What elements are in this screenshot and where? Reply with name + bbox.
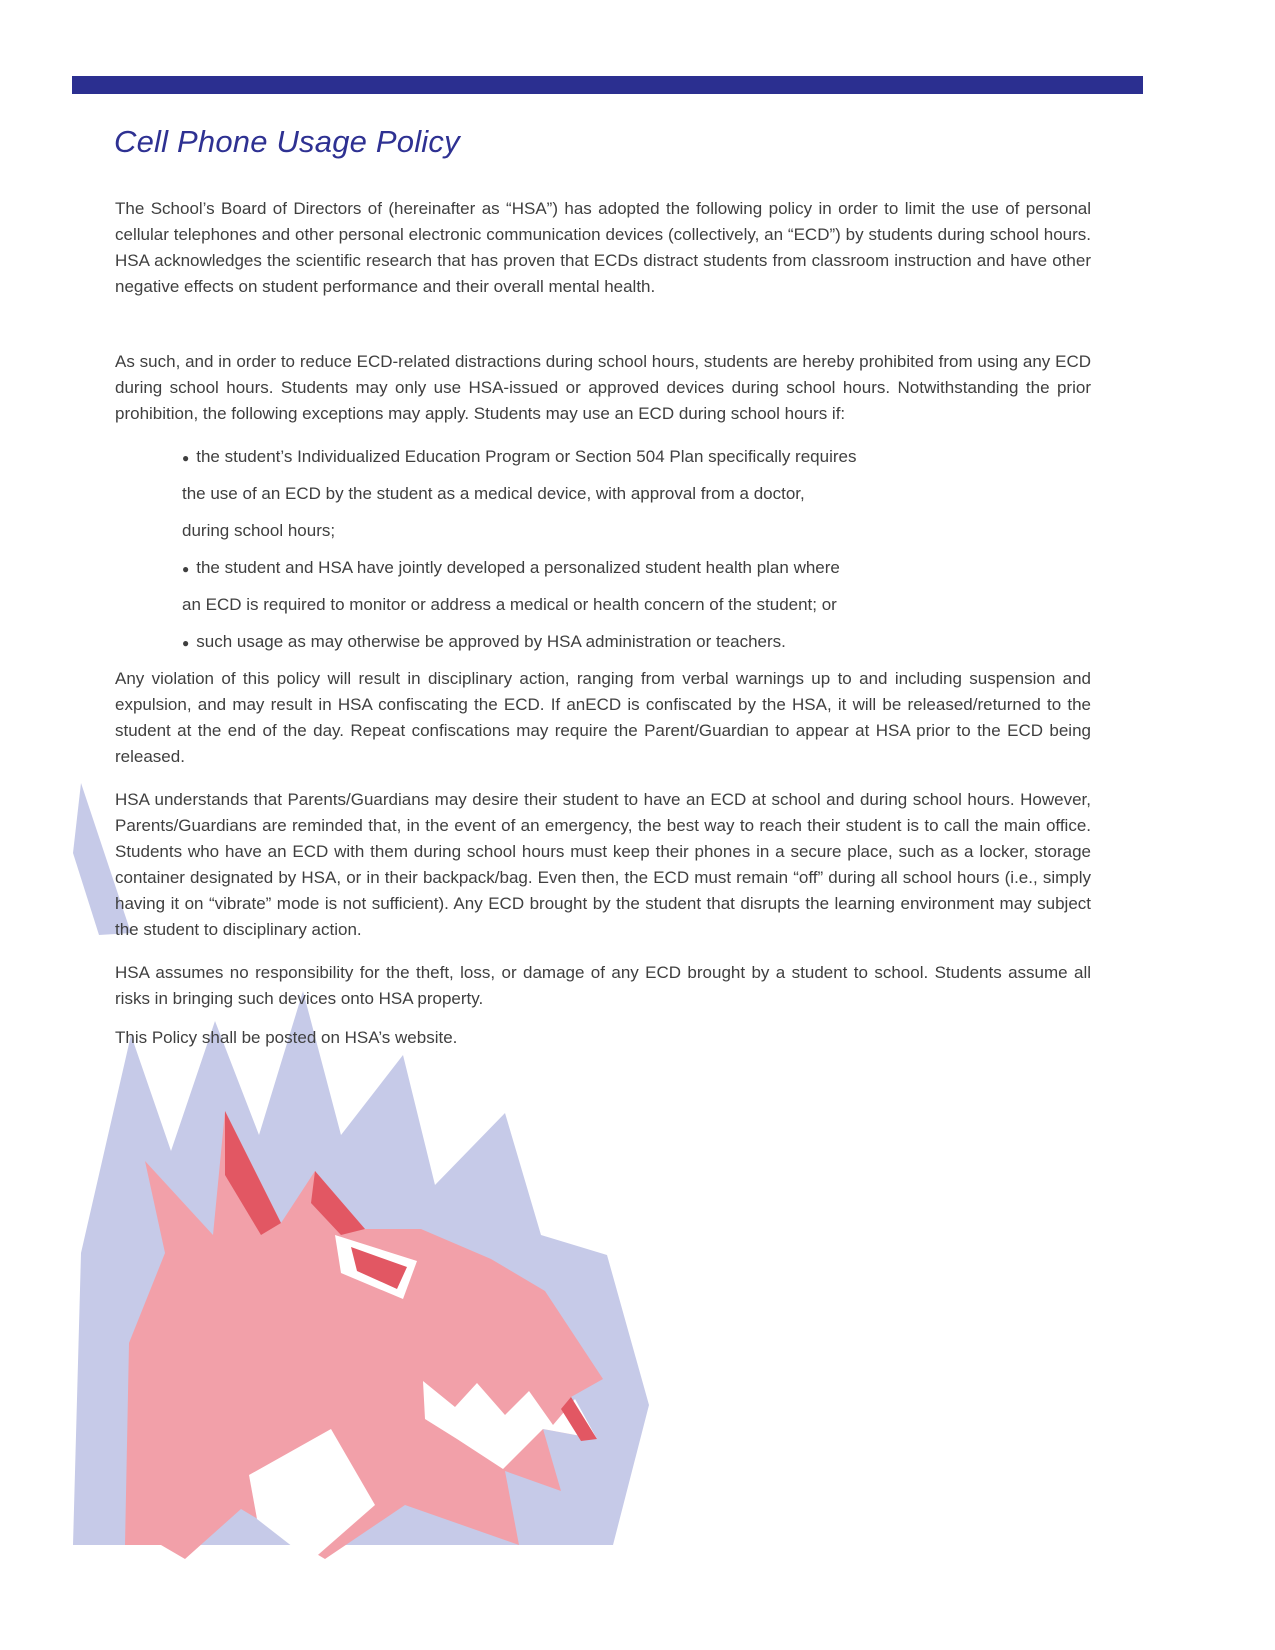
bullet-text: during school hours; <box>182 521 336 540</box>
top-accent-bar <box>72 76 1143 94</box>
paragraph-violation: Any violation of this policy will result in disciplinary action, ranging from verbal warnings up to and including suspension and expulsion, and may result in HSA confiscating the ECD. If anECD is confiscated by the HSA, it will be released/returned to the student at the end of the day. Repeat confiscations may require the Parent/Guardian to appear at HSA prior to the ECD being released. <box>115 669 1091 766</box>
bullet-text: an ECD is required to monitor or address a medical or health concern of the student; or <box>182 595 837 614</box>
bullet-text: the use of an ECD by the student as a medical device, with approval from a doctor, <box>182 484 805 503</box>
bullet-item <box>182 555 1091 582</box>
bullet-list <box>115 444 1091 656</box>
bullet-item <box>182 592 1091 619</box>
paragraph-prohibition: As such, and in order to reduce ECD-related distractions during school hours, students are hereby prohibited from using any ECD during school hours. Students may only use HSA-issued or approved devices during school hours. Notwithstanding the prior prohibition, the following exceptions may apply. Students may use an ECD during school hours if: <box>115 352 1091 423</box>
bullet-item <box>182 629 1091 656</box>
bullet-item <box>182 481 1091 508</box>
paragraph-parents: HSA understands that Parents/Guardians may desire their student to have an ECD at school and during school hours. However, Parents/Guardians are reminded that, in the event of an emergency, the best way to reach their student is to call the main office. Students who have an ECD with them during school hours must keep their phones in a secure place, such as a locker, storage container designated by HSA, or in their backpack/bag. Even then, the ECD must remain “off” during all school hours (i.e., simply having it on “vibrate” mode is not sufficient). Any ECD brought by the student that disrupts the learning environment may subject the student to disciplinary action. <box>115 790 1091 939</box>
bullet-marker: ● <box>182 636 190 650</box>
paragraph-liability: HSA assumes no responsibility for the theft, loss, or damage of any ECD brought by a student to school. Students assume all risks in bringing such devices onto HSA property. <box>115 963 1091 1008</box>
bullet-item <box>182 444 1091 471</box>
bullet-marker: ● <box>182 562 190 576</box>
bullet-marker: ● <box>182 451 190 465</box>
bullet-item <box>182 518 1091 545</box>
bullet-text: the student and HSA have jointly developed a personalized student health plan where <box>196 558 840 577</box>
page-title: Cell Phone Usage Policy <box>114 124 460 159</box>
bullet-text: such usage as may otherwise be approved by HSA administration or teachers. <box>196 632 786 651</box>
paragraph-posting: This Policy shall be posted on HSA’s website. <box>115 1028 458 1047</box>
bullet-text: the student’s Individualized Education Program or Section 504 Plan specifically requires <box>196 447 857 466</box>
paragraph-intro: The School’s Board of Directors of (hereinafter as “HSA”) has adopted the following policy in order to limit the use of personal cellular telephones and other personal electronic communication devices (collectively, an “ECD”) by students during school hours. HSA acknowledges the scientific research that has proven that ECDs distract students from classroom instruction and have other negative effects on student performance and their overall mental health. <box>115 199 1091 296</box>
policy-content <box>115 196 1091 1051</box>
